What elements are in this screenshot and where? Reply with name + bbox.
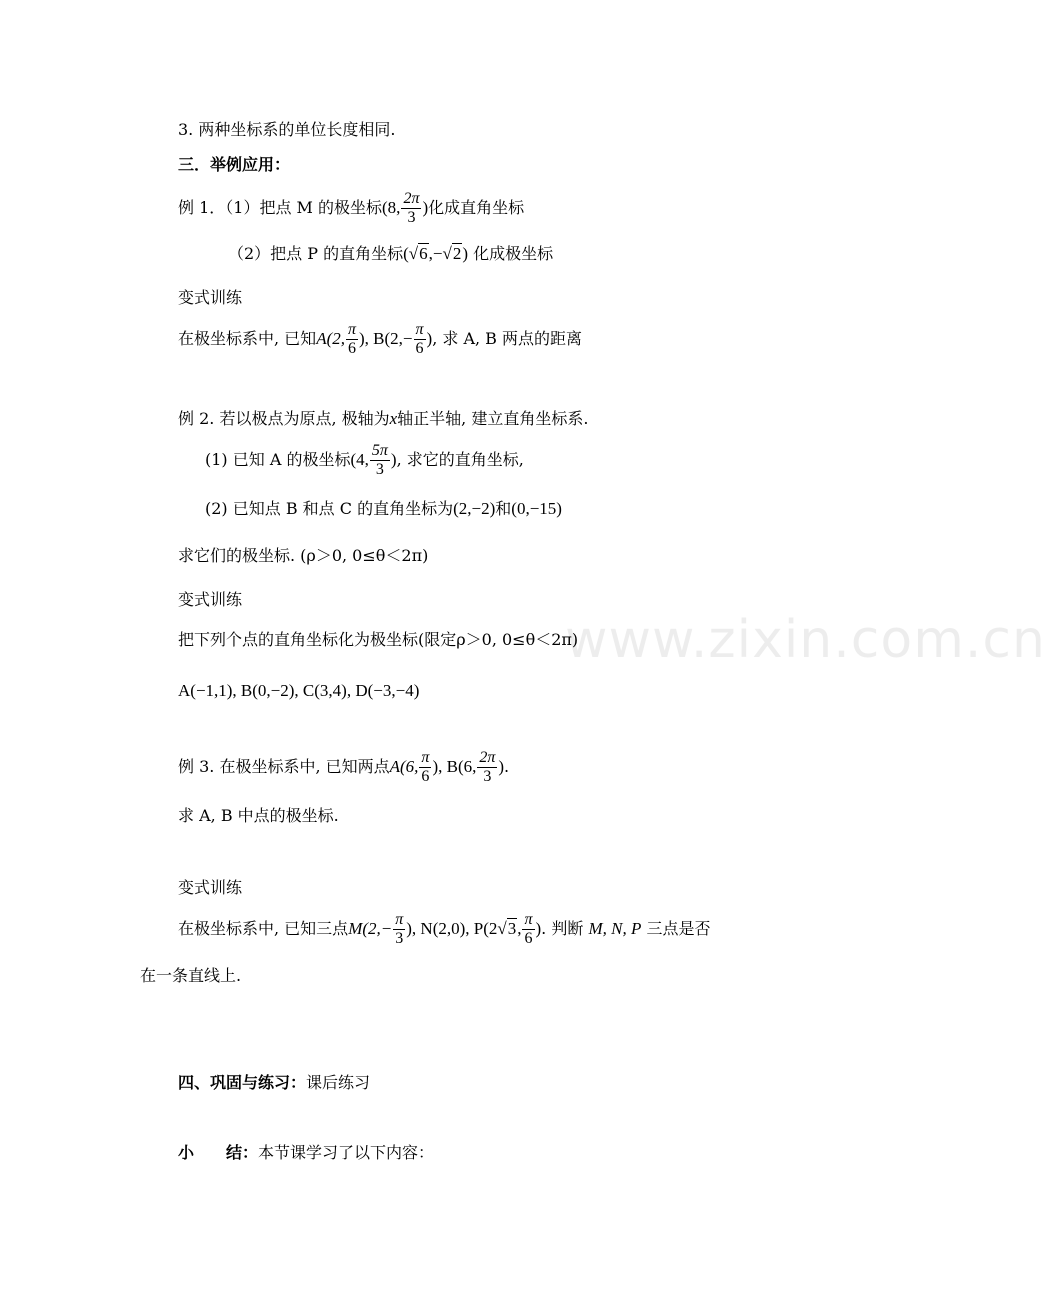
variant-3-problem: 在极坐标系中, 已知三点M(2,− $\frac{\pi}{3}$ ), N(2,0), P(2√3, $\frac{\pi}{6}$ ). 判断 M, N, P 三点是否 [178,911,711,947]
sqrt-6: √6 [408,244,428,263]
variant-2-title: 变式训练 [178,590,243,609]
point-3: 3. 两种坐标系的单位长度相同. [178,120,396,139]
sqrt-3: √3 [497,919,517,938]
fraction-2pi-3: $\frac{2\pi}{3}$ [479,749,496,785]
example-2-intro: 例 2. 若以极点为原点, 极轴为x轴正半轴, 建立直角坐标系. [178,409,589,428]
section-4: 四、巩固与练习：课后练习 [178,1073,371,1092]
sqrt-2: √2 [442,244,462,263]
example-1-part-2: （2）把点 P 的直角坐标(√6,−√2) 化成极坐标 [228,244,554,263]
variant-2-points: A(−1,1), B(0,−2), C(3,4), D(−3,−4) [178,681,420,700]
fraction-pi-3: $\frac{\pi}{3}$ [395,911,404,947]
watermark: www.zixin.com.cn [565,610,1046,670]
fraction-2pi-3: $\frac{2\pi}{3}$ [403,190,420,226]
fraction-pi-6: $\frac{\pi}{6}$ [421,749,430,785]
variant-1-title: 变式训练 [178,288,243,307]
example-2-part-1: (1) 已知 A 的极坐标(4, $\frac{5\pi}{3}$ ), 求它的直角坐标, [205,442,524,478]
variant-1-problem: 在极坐标系中, 已知A(2, $\frac{\pi}{6}$ ), B(2,− $\frac{\pi}{6}$ ), 求 A, B 两点的距离 [178,321,583,357]
fraction-pi-6: $\frac{\pi}{6}$ [524,911,533,947]
section-3-heading: 三．举例应用： [178,155,291,174]
example-2-part-3: 求它们的极坐标. (ρ＞0, 0≤θ＜2π) [178,546,429,565]
variant-3-question-cont: 在一条直线上. [140,966,242,985]
variant-2-problem: 把下列个点的直角坐标化为极坐标(限定ρ＞0, 0≤θ＜2π) [178,630,579,649]
example-3-problem: 例 3. 在极坐标系中, 已知两点A(6, $\frac{\pi}{6}$ ), B(6, $\frac{2\pi}{3}$ ). [178,749,510,785]
fraction-pi-6: $\frac{\pi}{6}$ [415,321,424,357]
summary: 小 结：本节课学习了以下内容： [178,1143,435,1162]
fraction-5pi-3: $\frac{5\pi}{3}$ [371,442,388,478]
example-1-part-1: 例 1．（1）把点 M 的极坐标(8, $\frac{2\pi}{3}$ )化成直角坐标 [178,190,525,226]
example-3-question: 求 A, B 中点的极坐标. [178,806,339,825]
fraction-pi-6: $\frac{\pi}{6}$ [347,321,356,357]
variant-3-title: 变式训练 [178,878,243,897]
example-2-part-2: (2) 已知点 B 和点 C 的直角坐标为(2,−2)和(0,−15) [205,499,562,518]
